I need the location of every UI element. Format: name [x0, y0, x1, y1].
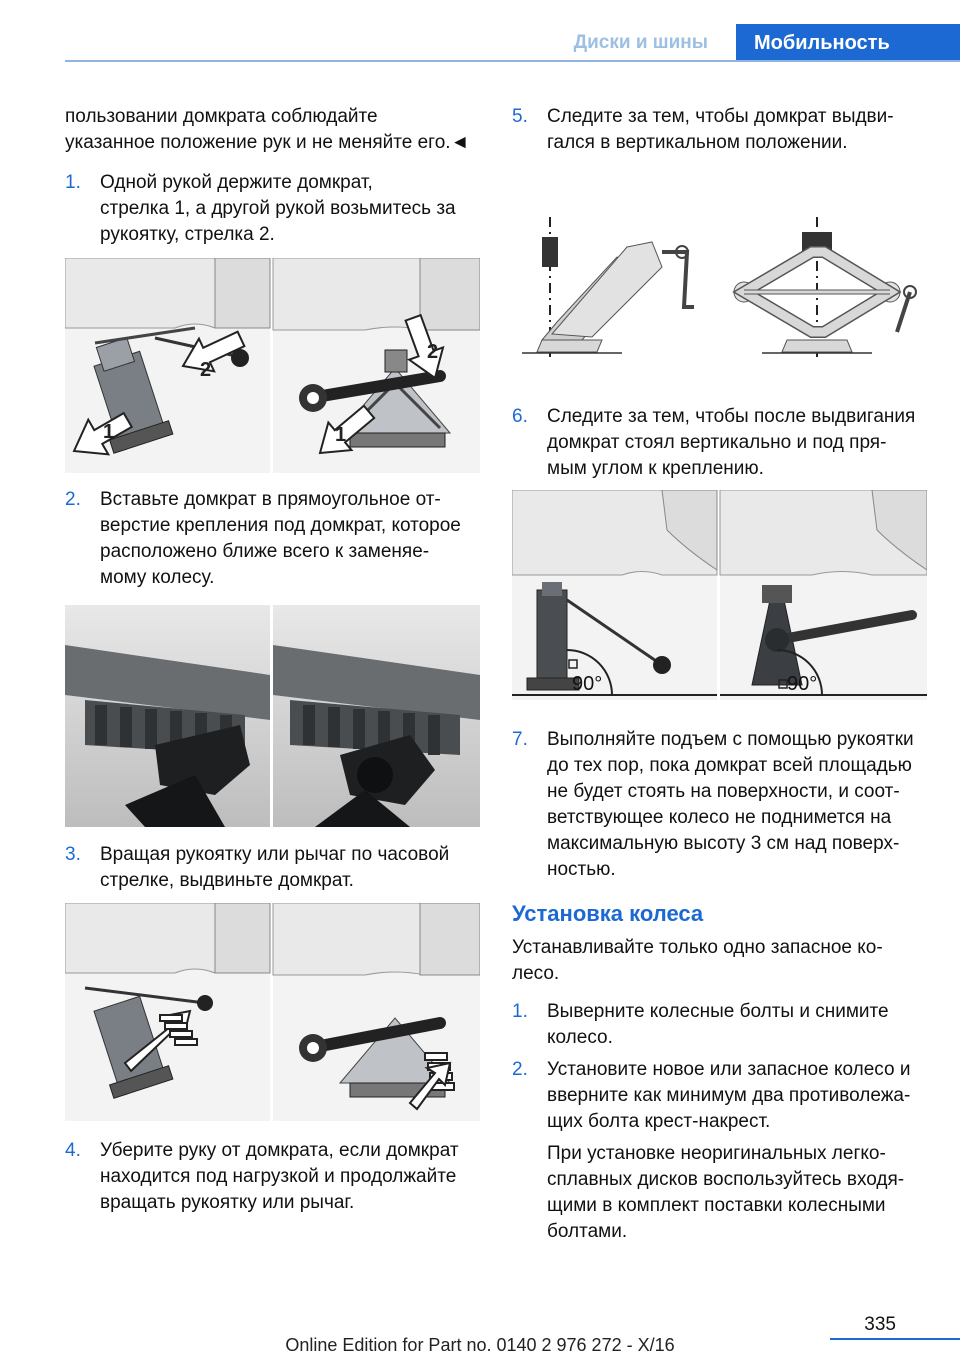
- header-section-title[interactable]: Диски и шины: [573, 32, 708, 53]
- fig1-label-left-1: 1: [103, 421, 115, 443]
- figure-hold-jack: [65, 258, 480, 473]
- footer-edition: Online Edition for Part no. 0140 2 976 272 - X/16: [285, 1335, 675, 1355]
- step-4: 4. Уберите руку от домкрата, если домкрат находится под нагрузкой и продолжайте вращать рукоятку или рычаг.: [65, 1140, 459, 1213]
- section-heading: Установка колеса: [512, 901, 704, 926]
- section-intro: Устанавливайте только одно запасное ко- лесо.: [512, 937, 883, 984]
- step-6: 6. Следите за тем, чтобы после выдвигания домкрат стоял вертикально и под пря- мым углом к креплению.: [512, 406, 916, 479]
- figure-right-angle: [512, 490, 927, 700]
- step-7: 7. Выполняйте подъем с помощью рукоятки до тех пор, пока домкрат всей площадью не будет стоять на поверхности, и соот- ветствующее колесо не поднимется на максимальную высоту 3 см над поверх- ностью.: [512, 729, 914, 880]
- step-2: 2. Вставьте домкрат в прямоугольное от- верстие крепления под домкрат, которое расположено ближе всего к заменяе- мому колесу.: [65, 489, 461, 588]
- header-divider: [65, 60, 960, 62]
- fig1-label-right-1: 1: [335, 424, 347, 446]
- angle-label-left: 90°: [572, 673, 603, 695]
- figure-jack-mount: [65, 605, 480, 827]
- step-3: 3. Вращая рукоятку или рычаг по часовой стрелке, выдвиньте домкрат.: [65, 844, 450, 891]
- fig1-label-right-2: 2: [427, 341, 439, 363]
- fig1-label-left-2: 2: [200, 359, 212, 381]
- figure-rotate-handle: [65, 903, 480, 1121]
- page-number: 335: [864, 1314, 896, 1335]
- wheel-step-1: 1. Выверните колесные болты и снимите колесо.: [512, 1001, 889, 1048]
- wheel-step-2: 2. Установите новое или запасное колесо и вверните как минимум два противолежа- щих болта крест-накрест.: [512, 1059, 911, 1132]
- header-chapter-tab[interactable]: Мобильность: [736, 24, 960, 62]
- note-text: При установке неоригинальных легко- сплавных дисков воспользуйтесь входя- щими в комплект поставки колесными болтами.: [547, 1143, 905, 1242]
- angle-label-right: 90°: [787, 673, 818, 695]
- step-1: 1. Одной рукой держите домкрат, стрелка 1, а другой рукой возьмитесь за рукоятку, стрелка 2.: [65, 172, 456, 245]
- intro-text: пользовании домкрата соблюдайте указанное положение рук и не меняйте его.◄: [65, 106, 470, 153]
- step-5: 5. Следите за тем, чтобы домкрат выдви- гался в вертикальном положении.: [512, 106, 894, 153]
- figure-vertical-jack: [512, 212, 932, 362]
